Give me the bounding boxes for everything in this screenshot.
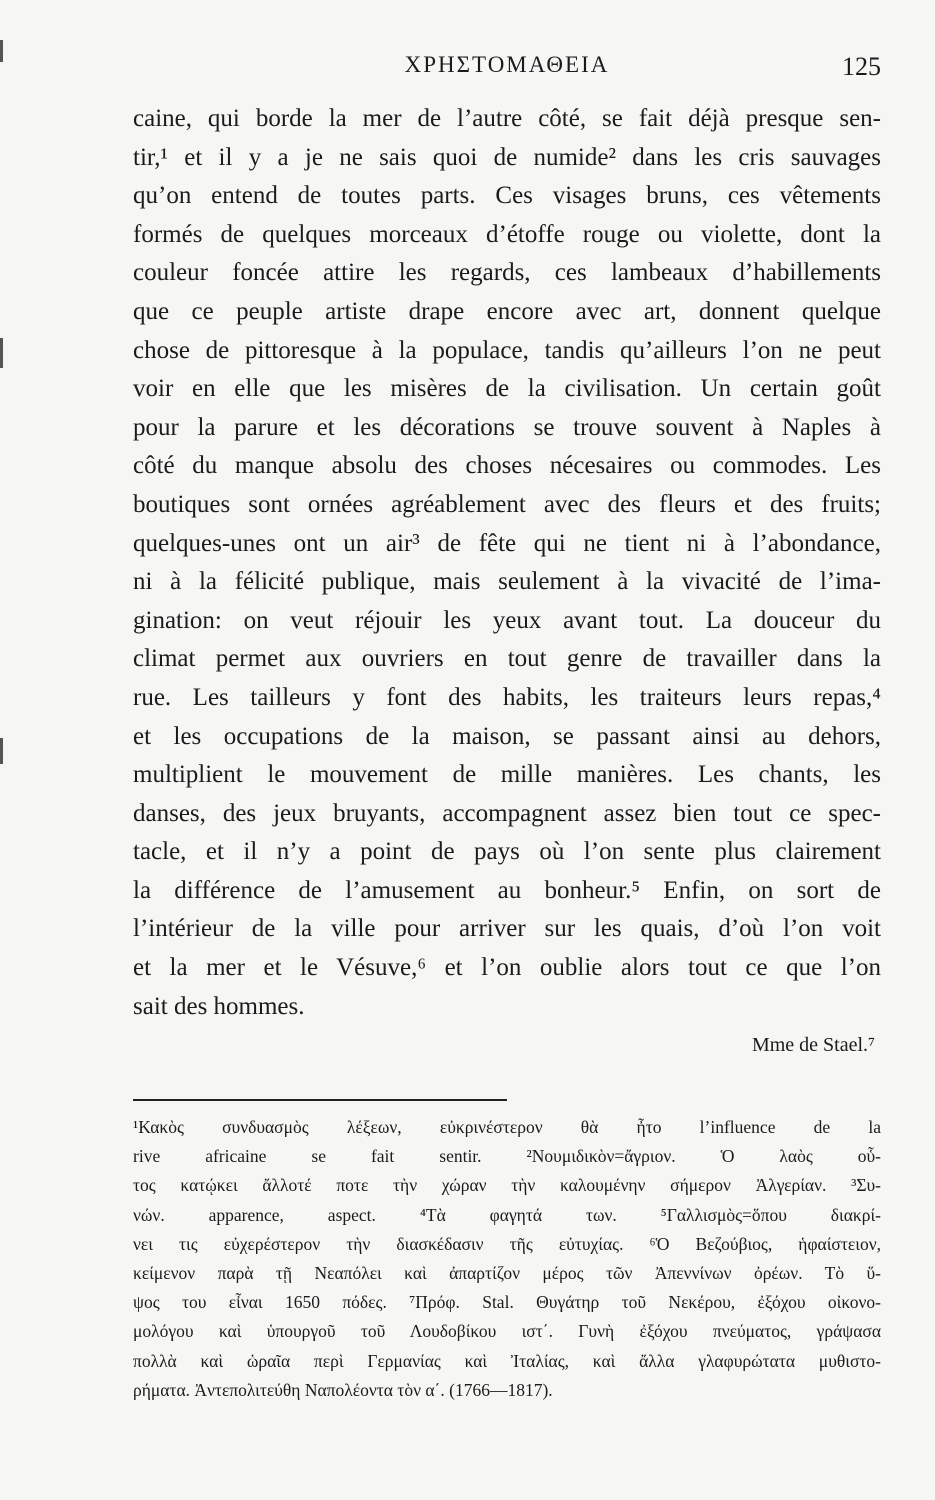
text-line: climat permet aux ouvriers en tout genre de travailler dans la [133,645,881,673]
text-line: que ce peuple artiste drape encore avec art, donnent quelque [133,297,881,325]
text-line: côté du manque absolu des choses nécesaires ou commodes. Les [133,452,881,480]
text-line: multiplient le mouvement de mille manières. Les chants, les [133,761,881,789]
running-header [133,52,881,92]
footnote-line: rive africaine se fait sentir. ²Νουμιδικὸν=ἄγριον. Ὁ λαὸς οὗ- [133,1146,881,1167]
text-line: la différence de l’amusement au bonheur.⁵ Enfin, on sort de [133,876,881,904]
footnote-line: ¹Κακὸς συνδυασμὸς λέξεων, εὐκρινέστερον θὰ ἦτο l’influence de la [133,1117,881,1137]
text-line: pour la parure et les décorations se trouve souvent à Naples à [133,413,881,441]
text-line: gination: on veut réjouir les yeux avant tout. La douceur du [133,606,881,634]
page-number: 125 [842,52,881,81]
page-edge-mark [0,738,3,764]
text-line: formés de quelques morceaux d’étoffe rouge ou violette, dont la [133,220,881,248]
text-line: boutiques sont ornées agréablement avec des fleurs et des fruits; [133,490,881,518]
footnote-line: νών. apparence, aspect. ⁴Τὰ φαγητά των. ⁵Γαλλισμὸς=ὅπου διακρί- [133,1204,881,1225]
footnote-line: κείμενον παρὰ τῇ Νεαπόλει καὶ ἀπαρτίζον μέρος τῶν Ἀπεννίνων ὀρέων. Τὸ ὕ- [133,1262,881,1283]
page-edge-mark [0,338,3,368]
footnote-line: πολλὰ καὶ ὡραῖα περὶ Γερμανίας καὶ Ἰταλίας, καὶ ἄλλα γλαφυρώτατα μυθιστο- [133,1350,881,1371]
text-line: l’intérieur de la ville pour arriver sur les quais, d’où l’on voit [133,915,881,943]
text-line: sait des hommes. [133,992,305,1020]
text-line: caine, qui borde la mer de l’autre côté, se fait déjà presque sen- [133,105,881,132]
text-line: ni à la félicité publique, mais seulement à la vivacité de l’ima- [133,568,881,596]
text-line: quelques-unes ont un air³ de fête qui ne tient ni à l’abondance, [133,529,881,557]
text-line: rue. Les tailleurs y font des habits, les traiteurs leurs repas,⁴ [133,683,881,711]
footnotes [133,1113,881,1405]
text-line: danses, des jeux bruyants, accompagnent assez bien tout ce spec- [133,799,881,827]
running-title: ΧΡΗΣΤΟΜΑΘΕΙΑ [404,52,610,77]
footnote-line: τος κατῴκει ἄλλοτέ ποτε τὴν χώραν τὴν καλουμένην σήμερον Ἀλγερίαν. ³Συ- [133,1175,881,1196]
author-signature: Mme de Stael.⁷ [751,1034,875,1057]
footnote-divider [133,1099,507,1101]
text-line: et la mer et le Vésuve,⁶ et l’on oublie alors tout ce que l’on [133,954,881,982]
footnote-line: νει τις εὐχερέστερον τὴν διασκέδασιν τῆς εὐτυχίας. ⁶Ὁ Βεζούβιος, ἡφαίστειον, [133,1233,881,1254]
text-line: tir,¹ et il y a je ne sais quoi de numide² dans les cris sauvages [133,143,881,171]
page-edge-mark [0,40,3,62]
text-line: tacle, et il n’y a point de pays où l’on sente plus clairement [133,838,881,866]
text-line: couleur foncée attire les regards, ces lambeaux d’habillements [133,259,881,287]
text-line: voir en elle que les misères de la civilisation. Un certain goût [133,375,881,403]
main-text [133,100,881,1065]
text-line: chose de pittoresque à la populace, tandis qu’ailleurs l’on ne peut [133,336,881,364]
footnote-line: ρήματα. Ἀντεπολιτεύθη Ναπολέοντα τὸν α΄. (1766—1817). [133,1379,553,1400]
footnote-line: ψος του εἶναι 1650 πόδες. ⁷Πρόφ. Stal. Θυγάτηρ τοῦ Νεκέρου, ἐξόχου οἰκονο- [133,1292,881,1313]
text-line: et les occupations de la maison, se passant ainsi au dehors, [133,722,881,750]
footnote-line: μολόγου καὶ ὑπουργοῦ τοῦ Λουδοβίκου ιστ΄. Γυνὴ ἐξόχου πνεύματος, γράψασα [133,1321,881,1342]
text-line: qu’on entend de toutes parts. Ces visages bruns, ces vêtements [133,182,881,210]
